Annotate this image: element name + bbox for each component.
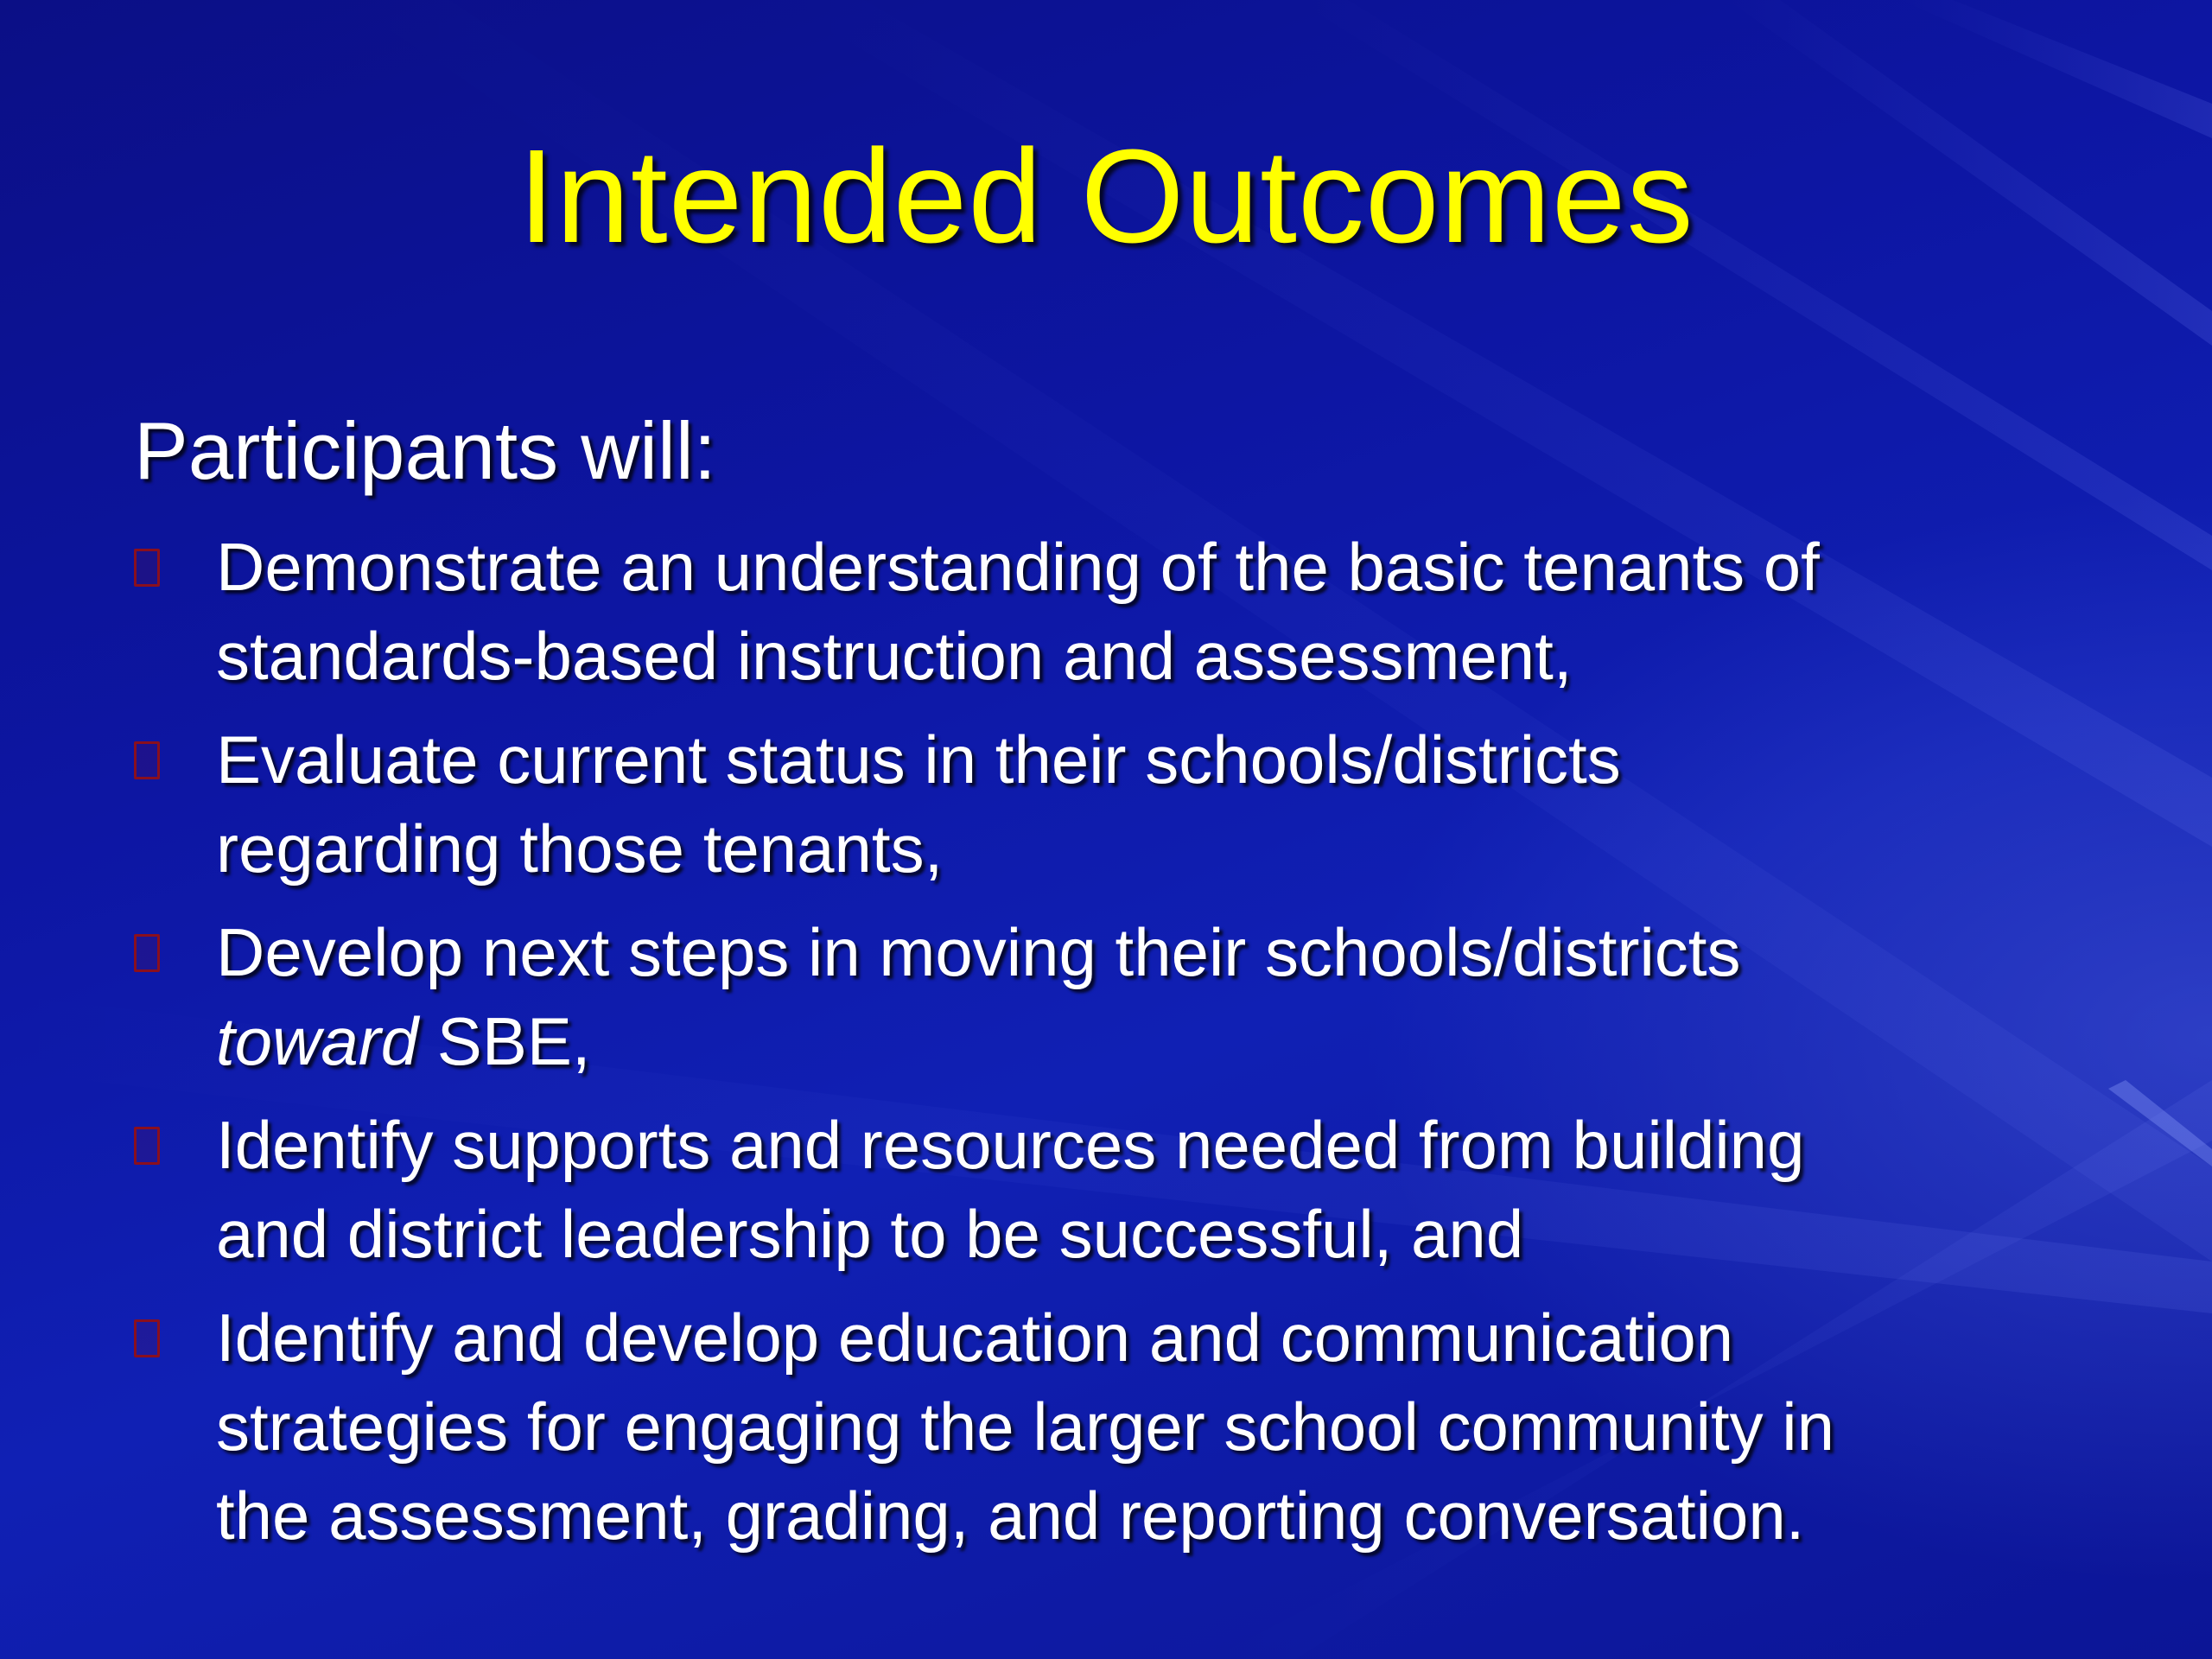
bullet-list bbox=[130, 523, 2117, 1575]
bullet-line: regarding those tenants, bbox=[216, 810, 944, 887]
bullet-item bbox=[130, 1294, 2117, 1560]
bullet-line: Develop next steps in moving their schools/districts bbox=[216, 914, 1741, 990]
italic-emphasis: toward bbox=[216, 1003, 419, 1079]
bullet-item bbox=[130, 908, 2117, 1086]
bullet-line: the assessment, grading, and reporting conversation. bbox=[216, 1478, 1805, 1554]
bullet-line: Identify supports and resources needed from building bbox=[216, 1107, 1805, 1183]
bullet-line: Identify and develop education and communication bbox=[216, 1300, 1734, 1376]
intro-text: Participants will: bbox=[134, 405, 716, 496]
square-bullet-icon bbox=[134, 934, 160, 972]
square-bullet-icon bbox=[134, 1127, 160, 1165]
bullet-line: strategies for engaging the larger school community in bbox=[216, 1389, 1834, 1465]
bullet-line-tail: SBE, bbox=[418, 1003, 591, 1079]
bullet-line-mixed bbox=[216, 997, 2117, 1086]
bullet-item bbox=[130, 1101, 2117, 1279]
bullet-line: Evaluate current status in their schools/districts bbox=[216, 721, 1621, 798]
square-bullet-icon bbox=[134, 741, 160, 779]
square-bullet-icon bbox=[134, 549, 160, 587]
square-bullet-icon bbox=[134, 1319, 160, 1357]
bullet-item bbox=[130, 715, 2117, 893]
bullet-line: standards-based instruction and assessment, bbox=[216, 618, 1573, 694]
bullet-line: and district leadership to be successful, and bbox=[216, 1196, 1524, 1272]
bullet-item bbox=[130, 523, 2117, 701]
slide-title: Intended Outcomes bbox=[518, 122, 1694, 270]
bullet-line: Demonstrate an understanding of the basic tenants of bbox=[216, 529, 1820, 605]
